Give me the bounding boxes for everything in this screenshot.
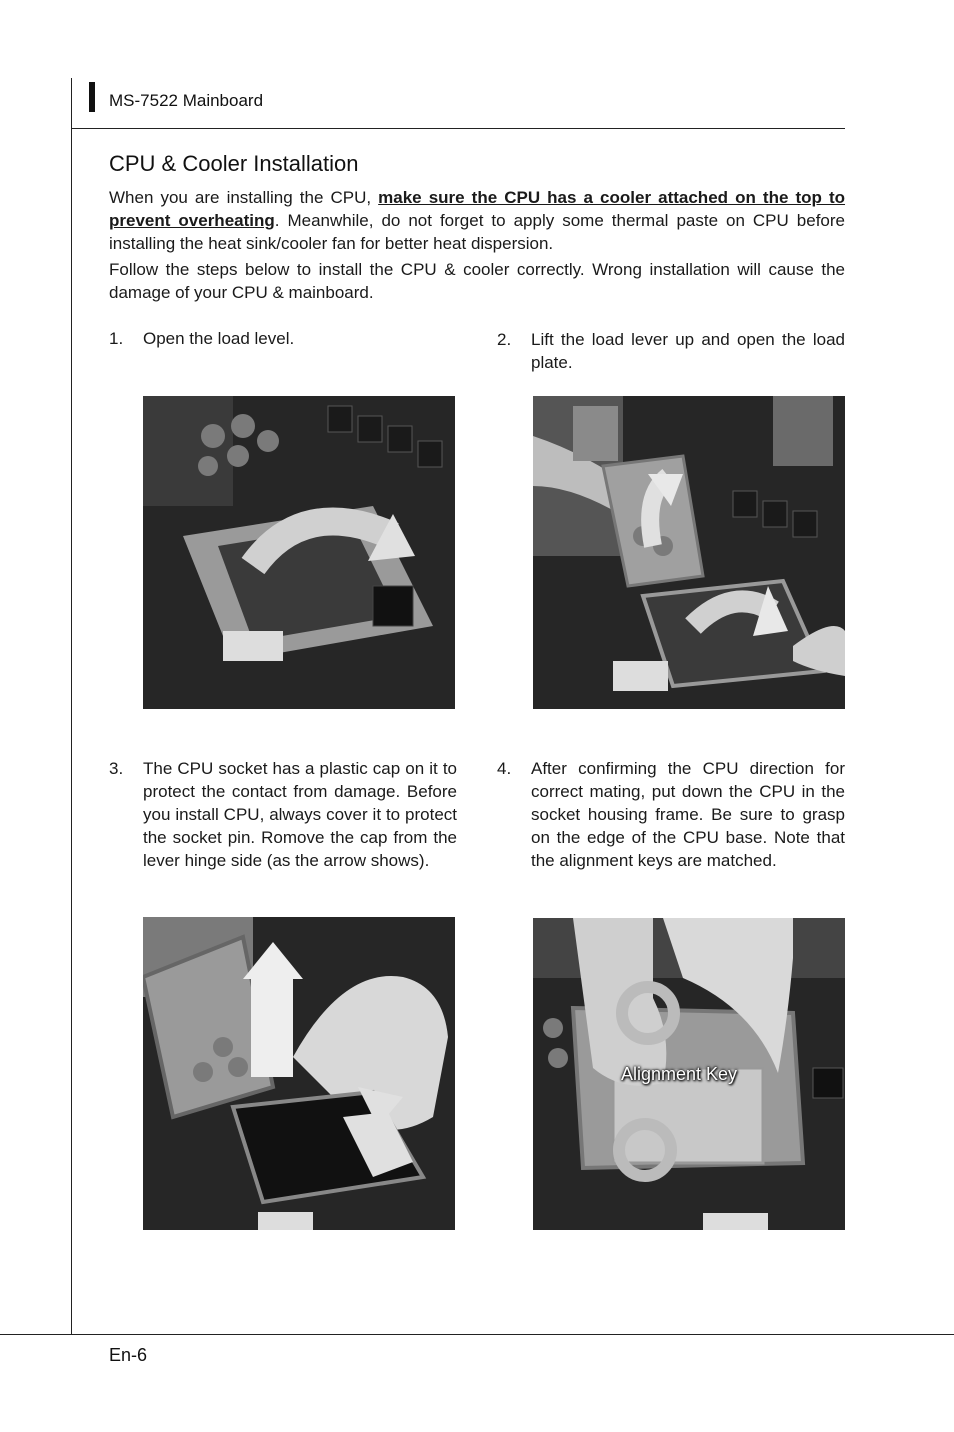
step-number: 1. — [109, 329, 124, 348]
intro-before: When you are installing the CPU, — [109, 188, 379, 207]
photo-place-cpu — [533, 918, 845, 1230]
running-header: MS-7522 Mainboard — [109, 91, 264, 110]
intro-paragraph — [109, 186, 845, 255]
photo-open-load-lever — [143, 396, 455, 709]
header-marker — [89, 82, 95, 112]
step-number: 2. — [497, 330, 512, 349]
step-text: Lift the load lever up and open the load plate. — [531, 330, 845, 372]
alignment-key-label: Alignment Key — [621, 1064, 738, 1084]
page-number: En-6 — [109, 1345, 148, 1365]
intro-after: . Meanwhile, do not forget to apply some thermal paste on CPU before installing the heat sink/cooler fan for better heat dispersion. — [109, 211, 845, 253]
footer-rule — [0, 1334, 954, 1335]
photo-lift-load-plate — [533, 396, 845, 709]
step-number: 3. — [109, 759, 124, 778]
step-number: 4. — [497, 759, 512, 778]
step-text: Open the load level. — [143, 329, 295, 348]
step-text: After confirming the CPU direction for correct mating, put down the CPU in the socket housing frame. Be sure to grasp on the edge of the CPU base. Note that the alignment keys are matched. — [531, 759, 845, 870]
step-text: The CPU socket has a plastic cap on it to protect the contact from damage. Before you install CPU, always cover it to protect the socket pin. Romove the cap from the lever hinge side (as the arrow shows). — [143, 759, 457, 870]
photo-remove-socket-cap — [143, 917, 455, 1230]
header-rule — [71, 128, 845, 129]
follow-paragraph: Follow the steps below to install the CPU & cooler correctly. Wrong installation will cause the damage of your CPU & mainboard. — [109, 260, 845, 302]
section-title: CPU & Cooler Installation — [109, 151, 359, 176]
left-margin-rule — [71, 78, 72, 1335]
intro-emphasis: make sure the CPU has a cooler attached on the top to prevent overheating — [109, 188, 846, 230]
